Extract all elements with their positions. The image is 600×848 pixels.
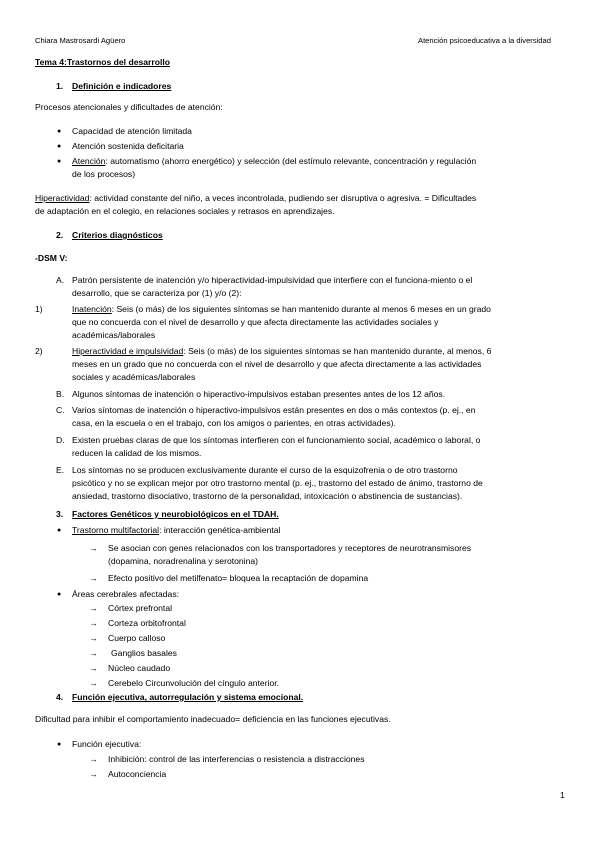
list-marker: C. <box>56 405 65 415</box>
page-title: Tema 4:Trastornos del desarrollo <box>35 57 170 67</box>
arrow-icon: → <box>89 543 98 553</box>
criterion-text: desarrollo, que se caracteriza por (1) y/o (2): <box>72 288 242 298</box>
criterion-text: Algunos síntomas de inatención o hiperactivo-impulsivos estaban presentes antes de los 12 años. <box>72 389 446 399</box>
term: Hiperactividad e impulsividad <box>72 346 184 356</box>
bullet-item-continued: de los procesos) <box>72 169 136 179</box>
section-2-number: 2. <box>56 230 64 240</box>
header-author: Chiara Mastrosardi Agüero <box>35 36 126 45</box>
criterion-text: reducen la calidad de los mismos. <box>72 448 202 458</box>
bullet-glyph: ● <box>57 741 62 748</box>
arrow-icon: → <box>89 603 98 613</box>
term: Atención <box>72 156 106 166</box>
arrow-icon: → <box>89 754 98 764</box>
bullet-item: Capacidad de atención limitada <box>72 126 192 136</box>
criterion-text <box>72 346 491 357</box>
term: Inatención <box>72 304 112 314</box>
criterion-text: Varios síntomas de inatención o hiperactivo-impulsivos están presentes en dos o más contextos (p. ej., en <box>72 405 476 415</box>
arrow-icon: → <box>89 663 98 673</box>
section-4-number: 4. <box>56 692 64 702</box>
bullet-glyph: ● <box>57 591 62 598</box>
bullet-item <box>72 525 280 536</box>
criterion-text: sociales y académicas/laborales <box>72 372 196 382</box>
arrow-icon: → <box>89 633 98 643</box>
section-2-title: Criterios diagnósticos <box>72 230 163 240</box>
section-4-title: Función ejecutiva, autorregulación y sistema emocional. <box>72 692 304 702</box>
brain-area-item: Ganglios basales <box>111 648 177 658</box>
section-1-intro: Procesos atencionales y dificultades de atención: <box>35 102 223 112</box>
section-4-intro: Dificultad para inhibir el comportamiento inadecuado= deficiencia en las funciones ejecutivas. <box>35 714 391 724</box>
criterion-text: académicas/laborales <box>72 330 156 340</box>
criterion-text: Patrón persistente de inatención y/o hiperactividad-impulsividad que interfiere con el funciona-miento o el <box>72 275 473 285</box>
brain-area-item: Corteza orbitofrontal <box>108 618 186 628</box>
bullet-item: Áreas cerebrales afectadas: <box>72 589 180 599</box>
page-number: 1 <box>560 790 565 800</box>
criterion-text: que no concuerda con el nivel de desarrollo y que afecta directamente las actividades sociales y <box>72 317 439 327</box>
section-3-number: 3. <box>56 509 64 519</box>
list-marker: 1) <box>35 304 43 314</box>
header-course: Atención psicoeducativa a la diversidad <box>418 36 551 45</box>
hyperactivity-definition-continued: de adaptación en el colegio, en relaciones sociales y retrasos en aprendizajes. <box>35 206 335 216</box>
term-definition: : interacción genética-ambiental <box>159 525 281 535</box>
arrow-item: Se asocian con genes relacionados con los transportadores y receptores de neurotransmisores <box>108 543 472 553</box>
arrow-item-continued: (dopamina, noradrenalina y serotonina) <box>108 556 259 566</box>
arrow-item: Efecto positivo del metilfenato= bloquea la recaptación de dopamina <box>108 573 369 583</box>
term: Hiperactividad <box>35 193 90 203</box>
section-1-title: Definición e indicadores <box>72 81 172 91</box>
arrow-icon: → <box>89 573 98 583</box>
criterion-text <box>72 304 491 315</box>
arrow-icon: → <box>89 769 98 779</box>
brain-area-item: Núcleo caudado <box>108 663 171 673</box>
criterion-text: casa, en la escuela o en el trabajo, con los amigos o parientes, en otras actividades). <box>72 418 396 428</box>
brain-area-item: Cuerpo calloso <box>108 633 166 643</box>
list-marker: B. <box>56 389 65 399</box>
term-definition: : actividad constante del niño, a veces incontrolada, pudiendo ser disruptiva o agresiva. = Dificultades <box>89 193 477 203</box>
bullet-item: Función ejecutiva: <box>72 739 142 749</box>
list-marker: D. <box>56 435 65 445</box>
term-definition: : automatismo (ahorro energético) y selección (del estímulo relevante, concentración y regulación <box>105 156 477 166</box>
list-marker: 2) <box>35 346 43 356</box>
list-marker: A. <box>56 275 65 285</box>
bullet-glyph: ● <box>57 143 62 150</box>
bullet-item <box>72 156 476 167</box>
criterion-text: meses en un grado que no concuerda con el nivel de desarrollo y que afecta directamente a las actividades <box>72 359 482 369</box>
term-definition: : Seis (o más) de los siguientes síntomas se han mantenido durante al menos 6 meses en un grado <box>111 304 491 314</box>
term: Trastorno multifactorial <box>72 525 160 535</box>
bullet-glyph: ● <box>57 128 62 135</box>
brain-area-item: Córtex prefrontal <box>108 603 173 613</box>
bullet-item: Atención sostenida deficitaria <box>72 141 184 151</box>
dsm-label: -DSM V: <box>35 253 68 263</box>
criterion-text: psicótico y no se explican mejor por otro trastorno mental (p. ej., trastorno del estado de ánimo, trastorno de <box>72 478 483 488</box>
arrow-icon: → <box>89 678 98 688</box>
arrow-icon: → <box>89 648 98 658</box>
arrow-item: Autoconciencia <box>108 769 167 779</box>
criterion-text: Los síntomas no se producen exclusivamente durante el curso de la esquizofrenia o de otro trastorno <box>72 465 458 475</box>
arrow-icon: → <box>89 618 98 628</box>
bullet-glyph: ● <box>57 527 62 534</box>
brain-area-item: Cerebelo Circunvolución del cíngulo anterior. <box>108 678 280 688</box>
criterion-text: ansiedad, trastorno disociativo, trastorno de la personalidad, intoxicación o abstinencia de sustancias). <box>72 491 463 501</box>
list-marker: E. <box>56 465 65 475</box>
term-definition: : Seis (o más) de los siguientes síntomas se han mantenido durante, al menos, 6 <box>183 346 492 356</box>
arrow-item: Inhibición: control de las interferencias o resistencia a distracciones <box>108 754 365 764</box>
section-3-title: Factores Genéticos y neurobiológicos en el TDAH. <box>72 509 279 519</box>
section-1-number: 1. <box>56 81 64 91</box>
bullet-glyph: ● <box>57 158 62 165</box>
criterion-text: Existen pruebas claras de que los síntomas interfieren con el funcionamiento social, académico o laboral, o <box>72 435 481 445</box>
hyperactivity-definition <box>35 193 476 204</box>
